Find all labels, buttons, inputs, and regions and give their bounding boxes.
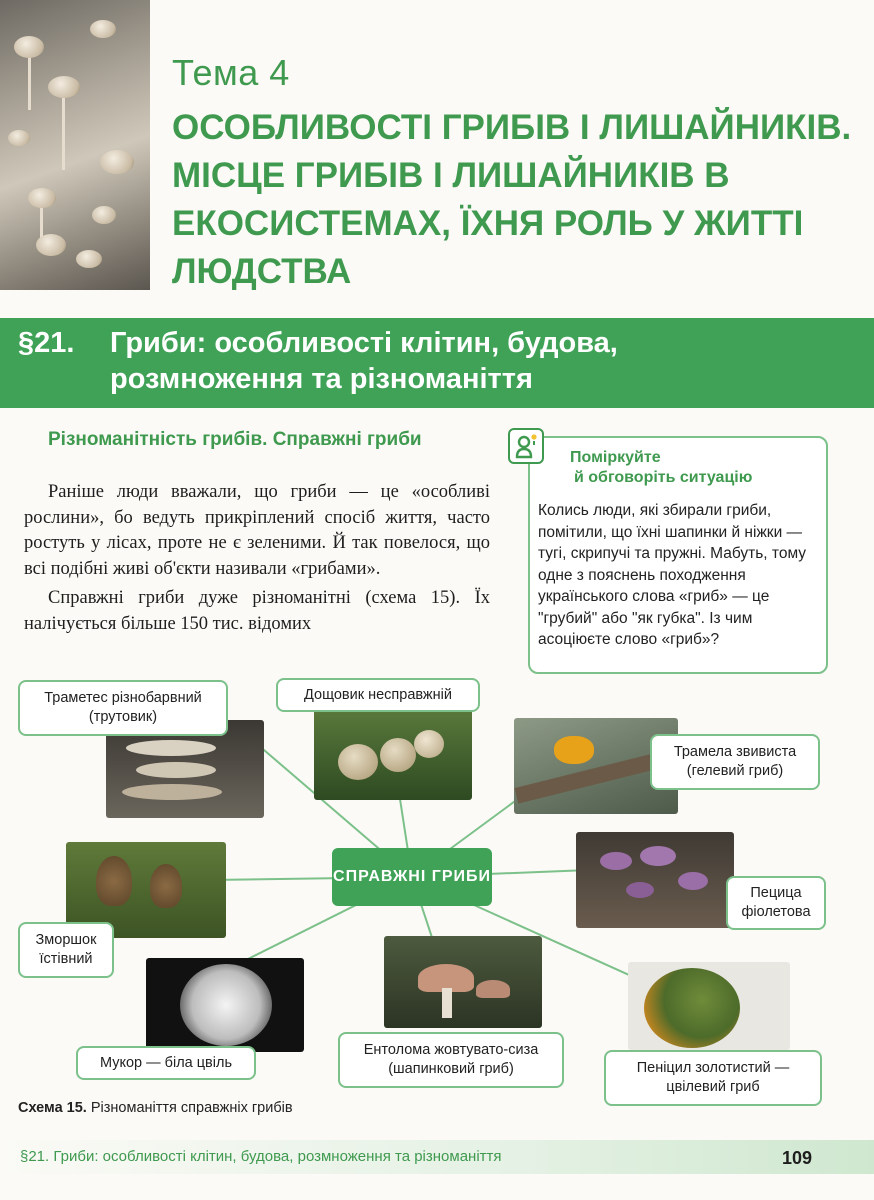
discussion-title	[570, 448, 820, 488]
label-tremella: Трамела звивиста (гелевий гриб)	[650, 734, 820, 790]
subheading: Різноманітність грибів. Справжні гриби	[48, 429, 422, 450]
section-title-line2: розмноження та різноманіття	[110, 363, 533, 395]
label-mucor: Мукор — біла цвіль	[76, 1046, 256, 1080]
penicillium-photo	[628, 962, 790, 1050]
caption-text: Різноманіття справжніх грибів	[90, 1100, 293, 1116]
fungi-diagram	[0, 668, 874, 1098]
label-peziza: Пецица фіолетова	[726, 876, 826, 930]
diagram-center: СПРАВЖНІ ГРИБИ	[332, 848, 492, 906]
section-title-line1: Гриби: особливості клітин, будова,	[110, 327, 618, 359]
header-mushroom-photo	[0, 0, 150, 290]
entoloma-photo	[384, 936, 542, 1028]
section-number: §21.	[18, 327, 75, 359]
figure-caption	[18, 1100, 293, 1116]
page-number: 109	[782, 1148, 813, 1168]
label-entoloma: Ентолома жовтувато-сиза (шапинковий гриб)	[338, 1032, 564, 1088]
topic-label: Тема 4	[172, 52, 290, 93]
discussion-title-line1: Поміркуйте	[570, 449, 661, 466]
discussion-icon	[508, 428, 544, 464]
label-morel: Зморшок їстівний	[18, 922, 114, 978]
label-puffball: Дощовик несправжній	[276, 678, 480, 712]
label-trametes: Траметес різнобарвний (трутовик)	[18, 680, 228, 736]
discussion-body: Колись люди, які збирали гриби, помітили, що їхні шапинки й ніжки — тугі, скрипучі та пружні. Мабуть, тому одне з пояснень походження українського слова «гриб» — це "грубий" або "як губка". Із чим асоціюєте слово «гриб»?	[538, 502, 807, 648]
section-title	[18, 325, 858, 397]
discussion-title-line2: й обговоріть ситуацію	[574, 469, 753, 486]
mucor-photo	[146, 958, 304, 1052]
label-penicillium: Пеніцил золотистий — цвілевий гриб	[604, 1050, 822, 1106]
running-title: §21. Гриби: особливості клітин, будова, розмноження та різноманіття	[20, 1148, 502, 1165]
topic-title: ОСОБЛИВОСТІ ГРИБІВ І ЛИШАЙНИКІВ. МІСЦЕ ГРИБІВ І ЛИШАЙНИКІВ В ЕКОСИСТЕМАХ, ЇХНЯ РОЛЬ У ЖИТТІ ЛЮДСТВА	[172, 108, 852, 291]
paragraph: Раніше люди вважали, що гриби — це «особливі рослини», бо ведуть прикріплений спосіб життя, часто ростуть у лісах, проте не є зеленими. Й так повелося, що всі подібні живі об'єкти називали «грибами».	[24, 482, 490, 579]
body-text	[24, 480, 490, 641]
peziza-photo	[576, 832, 734, 928]
paragraph: Справжні гриби дуже різноманітні (схема 15). Їх налічується більше 150 тис. відомих	[24, 588, 490, 634]
puffball-photo	[314, 708, 472, 800]
caption-label: Схема 15.	[18, 1100, 87, 1116]
